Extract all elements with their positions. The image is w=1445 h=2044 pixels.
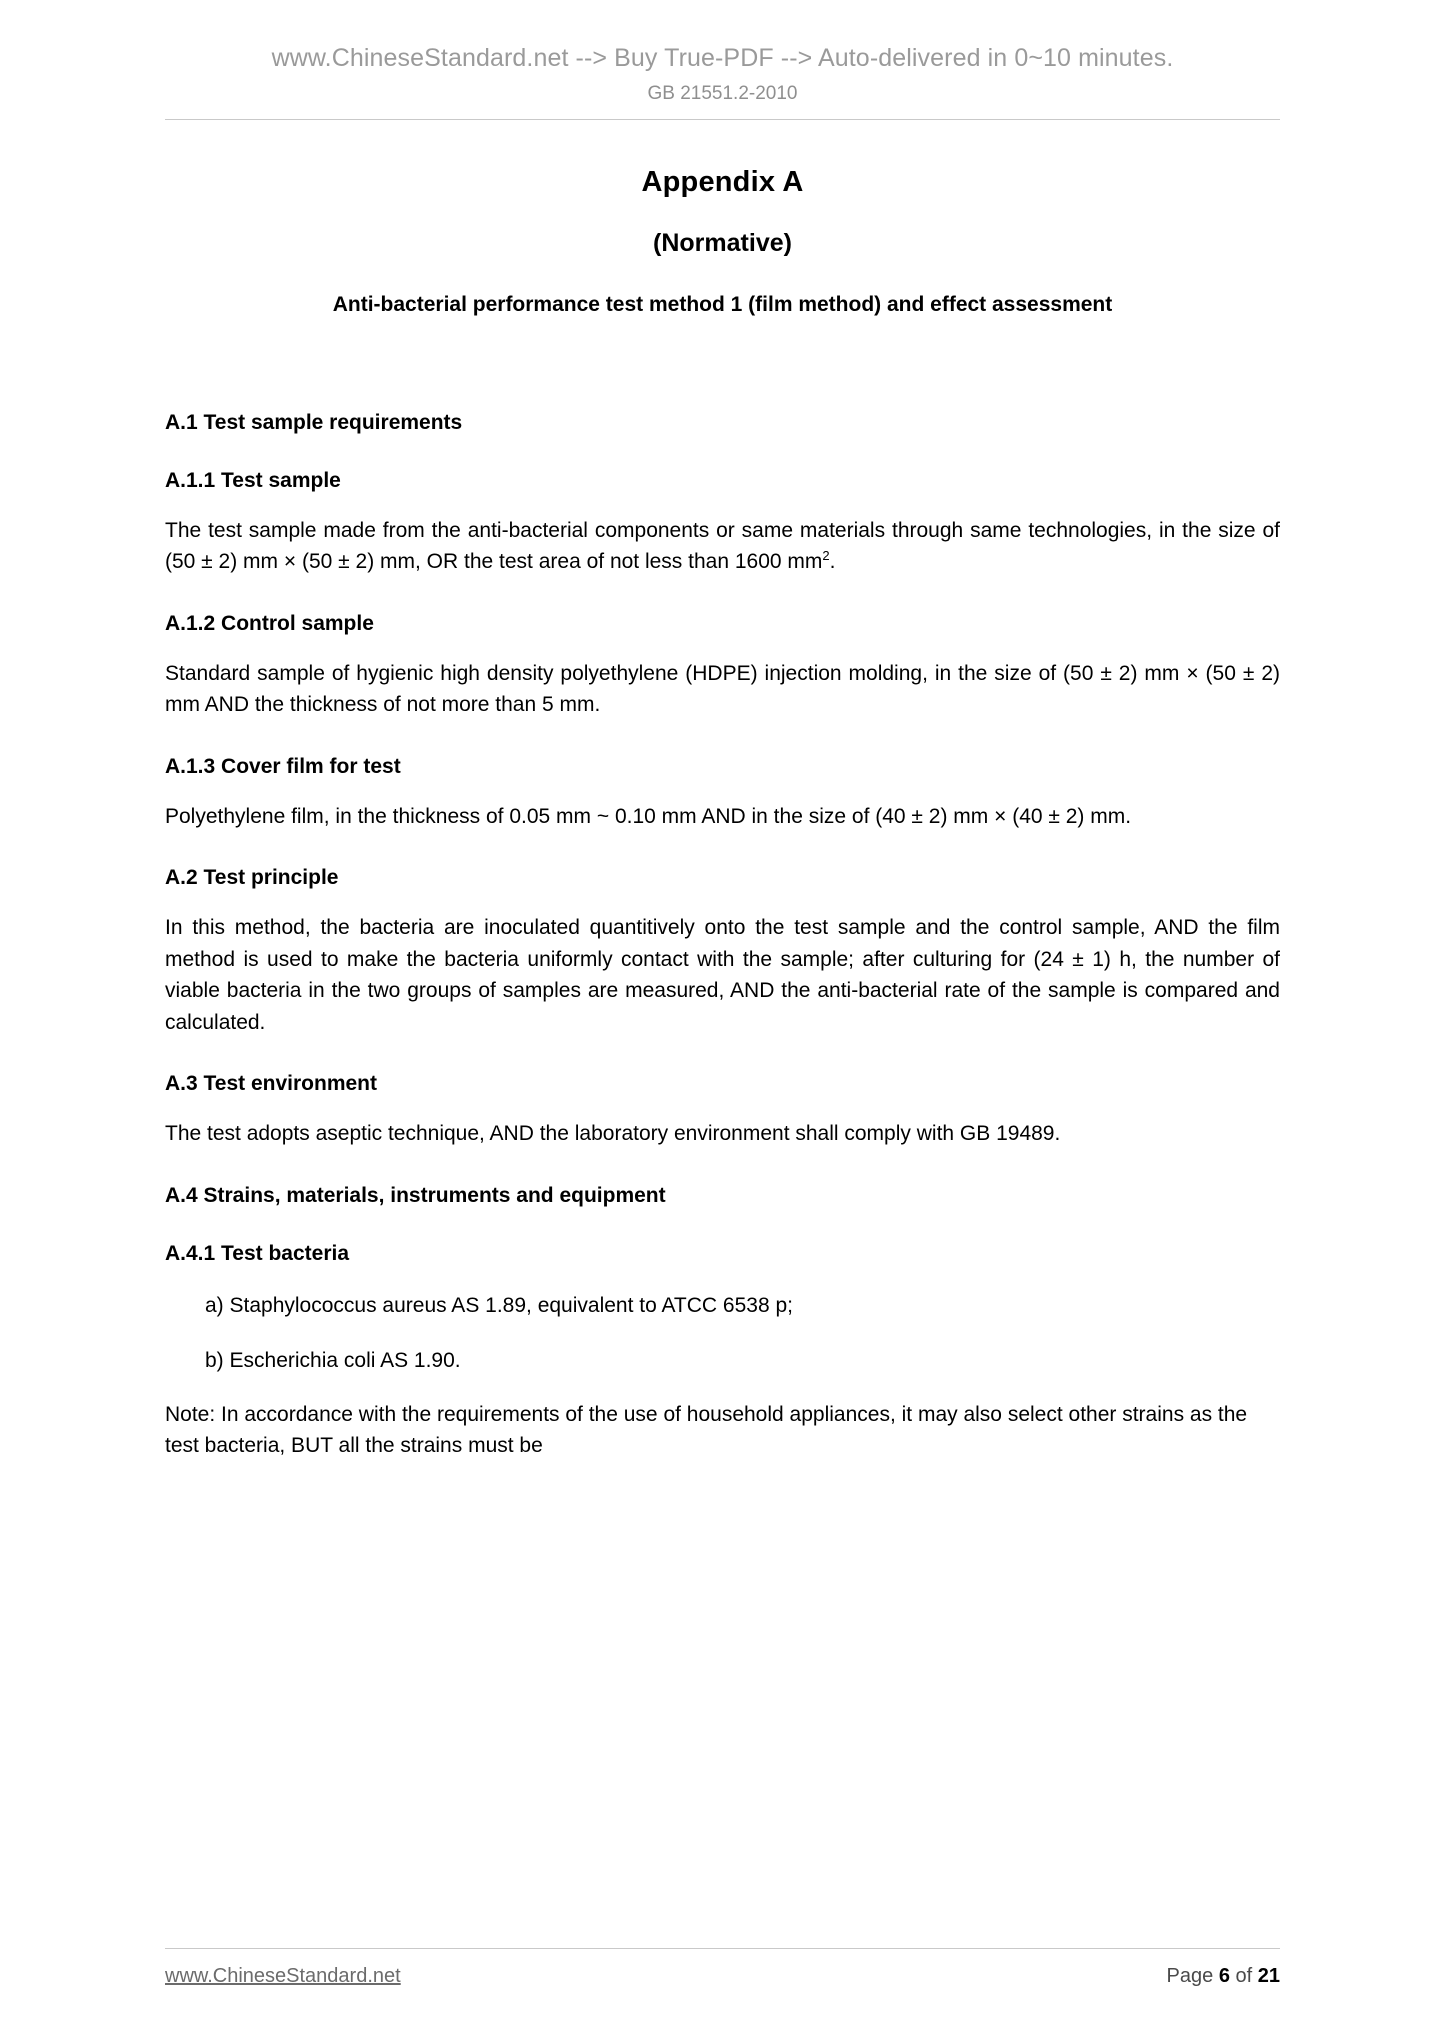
paragraph-note: Note: In accordance with the requirements of the use of household appliances, it may also select other strains as the test bacteria, BUT all the strains must be [165, 1402, 1248, 1458]
paragraph-a12: Standard sample of hygienic high density polyethylene (HDPE) injection molding, in the size of (50 ± 2) mm × (50 ± 2) mm AND the thickness of not more than 5 mm. [165, 661, 1280, 717]
footer-page-number: 6 [1218, 1965, 1230, 1987]
document-body [165, 120, 1280, 1462]
paragraph-a11 [165, 493, 1280, 578]
footer-page-middle: of [1235, 1965, 1253, 1987]
section-heading-a11: A.1.1 Test sample [165, 468, 341, 492]
header-standard-number: GB 21551.2-2010 [647, 83, 798, 104]
paragraph-a11-text: The test sample made from the anti-bacterial components or same materials through same technologies, in the size of (50 ± 2) mm × (50 ± 2) mm, OR the test area of not less than 1600 mm [165, 518, 1280, 574]
header-promo-text: www.ChineseStandard.net --> Buy True-PDF --> Auto-delivered in 0~10 minutes. [271, 44, 1174, 72]
section-heading-a13: A.1.3 Cover film for test [165, 754, 401, 778]
footer-divider [165, 1948, 1280, 1949]
page-header [165, 0, 1280, 120]
appendix-subject: Anti-bacterial performance test method 1 (film method) and effect assessment [332, 293, 1113, 316]
appendix-title: Appendix A [641, 166, 804, 198]
list-item: b) Escherichia coli AS 1.90. [205, 1349, 461, 1373]
paragraph-a3: The test adopts aseptic technique, AND the laboratory environment shall comply with GB 19489. [165, 1122, 1061, 1146]
section-heading-a3: A.3 Test environment [165, 1072, 377, 1096]
footer-page-prefix: Page [1166, 1965, 1214, 1987]
footer-page-indicator [1167, 1965, 1280, 1988]
paragraph-a13: Polyethylene film, in the thickness of 0.05 mm ~ 0.10 mm AND in the size of (40 ± 2) mm × (40 ± 2) mm. [165, 804, 1132, 828]
section-heading-a12: A.1.2 Control sample [165, 611, 374, 635]
list-item: a) Staphylococcus aureus AS 1.89, equivalent to ATCC 6538 p; [205, 1293, 793, 1317]
paragraph-a11-tail: . [829, 550, 836, 574]
title-spacer [165, 325, 1280, 377]
section-heading-a41: A.4.1 Test bacteria [165, 1241, 350, 1265]
footer-page-total: 21 [1257, 1965, 1280, 1987]
paragraph-a2: In this method, the bacteria are inoculated quantitively onto the test sample and the control sample, AND the film method is used to make the bacteria uniformly contact with the sample; after culturing for (24 ± 1) h, the number of viable bacteria in the two groups of samples are measured, AND the anti-bacterial rate of the sample is compared and calculated. [165, 916, 1280, 1034]
section-heading-a4: A.4 Strains, materials, instruments and equipment [165, 1183, 666, 1207]
appendix-normative-label: (Normative) [653, 229, 792, 257]
section-heading-a2: A.2 Test principle [165, 866, 339, 890]
paragraph-a11-superscript: 2 [822, 548, 830, 564]
section-heading-a1: A.1 Test sample requirements [165, 410, 463, 434]
footer-site-link[interactable]: www.ChineseStandard.net [165, 1965, 401, 1987]
page-footer [165, 1948, 1280, 1988]
footer-row [165, 1965, 1280, 1988]
